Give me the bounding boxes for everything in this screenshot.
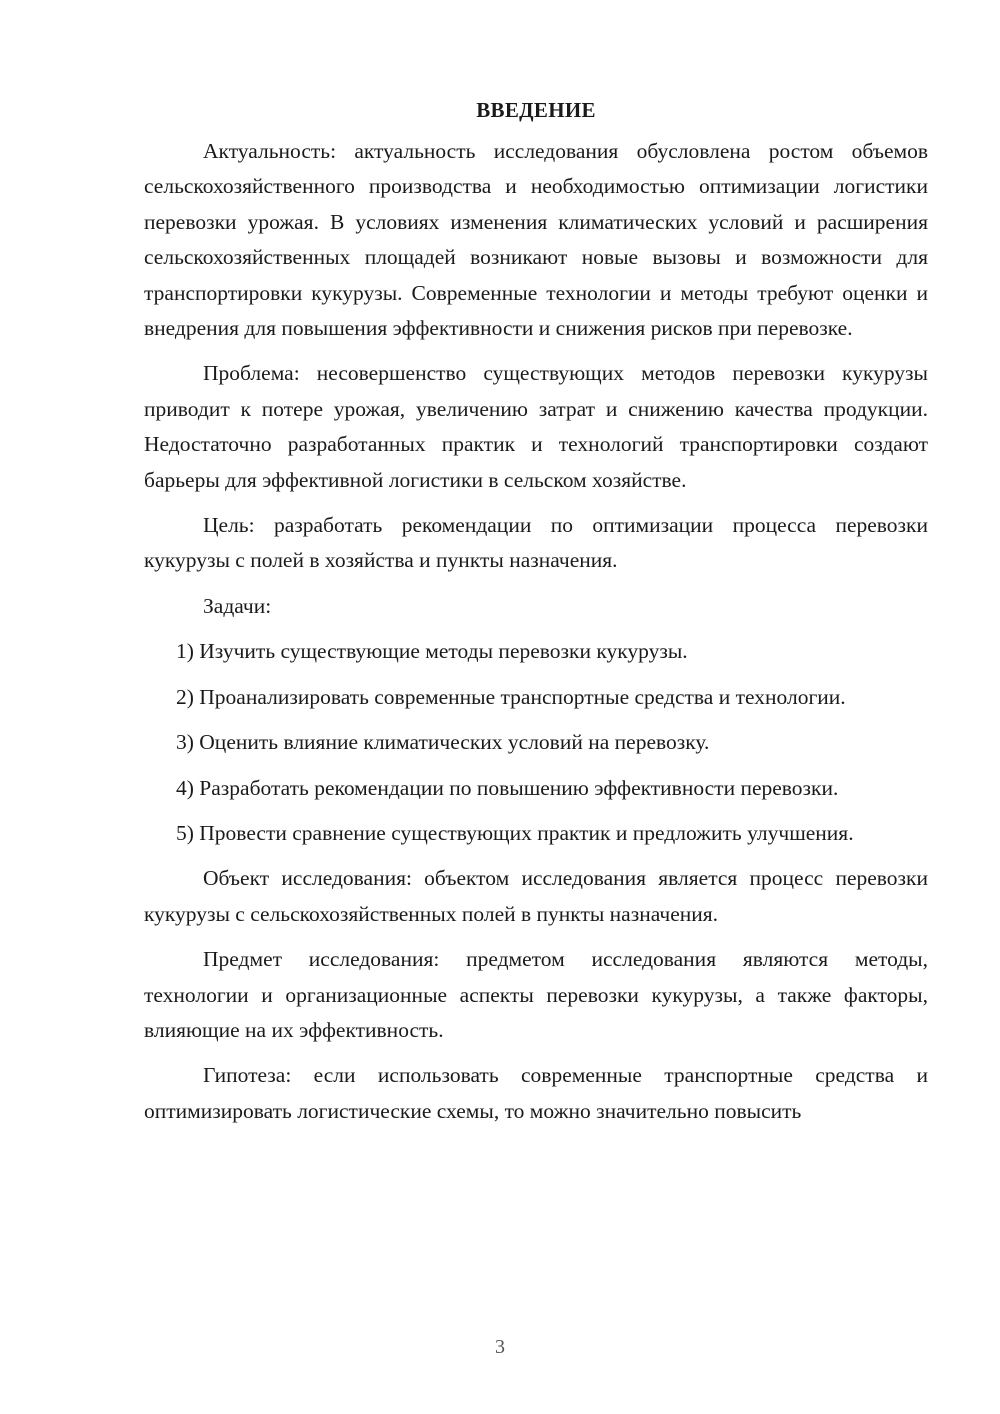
document-page bbox=[144, 92, 928, 1139]
task-item: 5) Провести сравнение существующих практик и предложить улучшения. bbox=[176, 820, 854, 845]
paragraph-subject: Предмет исследования: предметом исследования являются методы, технологии и организационные аспекты перевозки кукурузы, а также факторы, влияющие на их эффективность. bbox=[144, 947, 928, 1042]
paragraph-problem: Проблема: несовершенство существующих методов перевозки кукурузы приводит к потере урожая, увеличению затрат и снижению качества продукции. Недостаточно разработанных практик и технологий транспортировки создают барьеры для эффективной логистики в сельском хозяйстве. bbox=[144, 361, 928, 492]
task-item: 2) Проанализировать современные транспортные средства и технологии. bbox=[176, 684, 846, 709]
page-number: 3 bbox=[495, 1336, 505, 1358]
paragraph-relevance: Актуальность: актуальность исследования обусловлена ростом объемов сельскохозяйственного производства и необходимостью оптимизации логистики перевозки урожая. В условиях изменения климатических условий и расширения сельскохозяйственных площадей возникают новые вызовы и возможности для транспортировки кукурузы. Современные технологии и методы требуют оценки и внедрения для повышения эффективности и снижения рисков при перевозке. bbox=[144, 139, 928, 341]
paragraph-object: Объект исследования: объектом исследования является процесс перевозки кукурузы с сельскохозяйственных полей в пункты назначения. bbox=[144, 866, 928, 926]
task-item: 3) Оценить влияние климатических условий на перевозку. bbox=[176, 730, 710, 755]
paragraph-hypothesis: Гипотеза: если использовать современные транспортные средства и оптимизировать логистические схемы, то можно значительно повысить bbox=[144, 1063, 928, 1123]
paragraph-goal: Цель: разработать рекомендации по оптимизации процесса перевозки кукурузы с полей в хозяйства и пункты назначения. bbox=[144, 513, 928, 573]
page-title: ВВЕДЕНИЕ bbox=[476, 98, 596, 122]
tasks-heading: Задачи: bbox=[203, 593, 272, 618]
task-item: 4) Разработать рекомендации по повышению эффективности перевозки. bbox=[176, 775, 839, 800]
task-item: 1) Изучить существующие методы перевозки кукурузы. bbox=[176, 639, 688, 664]
